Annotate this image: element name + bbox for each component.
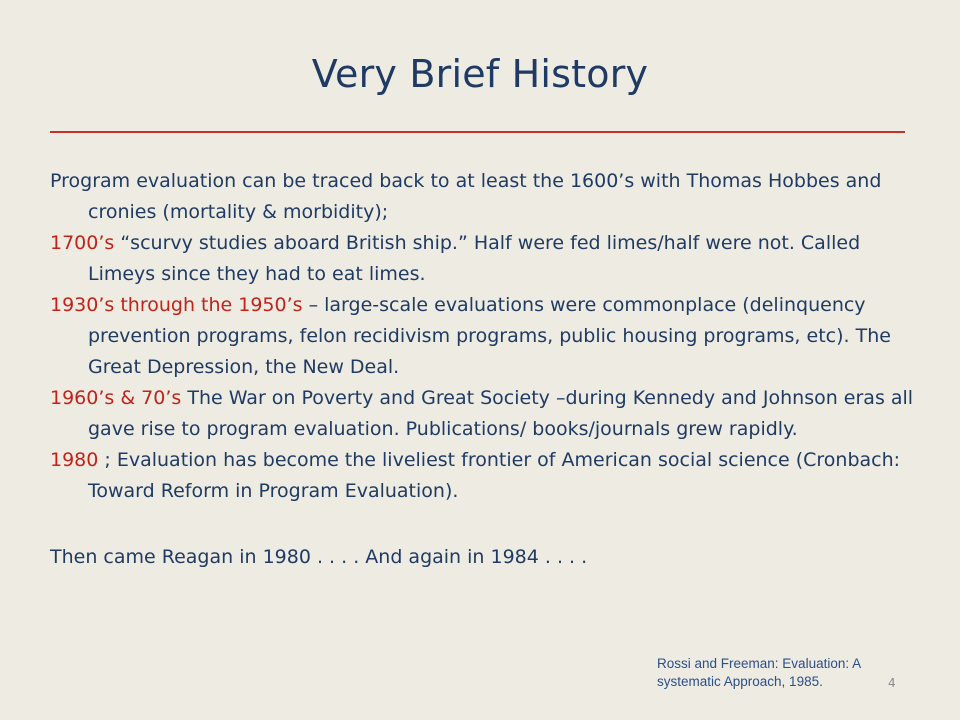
paragraph-1960s <box>50 383 930 445</box>
paragraph-text: ; Evaluation has become the liveliest frontier of American social science (Cronbach: Toward Reform in Program Evaluation). <box>88 449 901 502</box>
slide-body <box>50 166 930 573</box>
paragraph-text: “scurvy studies aboard British ship.” Half were fed limes/half were not. Called Limeys since they had to eat limes. <box>88 232 861 285</box>
paragraph-lead: 1930’s through the 1950’s <box>50 294 303 316</box>
paragraph-1600s <box>50 166 930 228</box>
citation: Rossi and Freeman: Evaluation: A systematic Approach, 1985. <box>657 656 861 689</box>
paragraph-1980 <box>50 445 930 507</box>
spacer <box>50 507 930 542</box>
paragraph-1930s <box>50 290 930 383</box>
closing-line: Then came Reagan in 1980 . . . . And again in 1984 . . . . <box>50 546 588 568</box>
paragraph-text: – large-scale evaluations were commonplace (delinquency prevention programs, felon recidivism programs, public housing programs, etc). The Great Depression, the New Deal. <box>88 294 891 378</box>
paragraph-text: The War on Poverty and Great Society –during Kennedy and Johnson eras all gave rise to program evaluation. Publications/ books/journals grew rapidly. <box>88 387 914 440</box>
page-number: 4 <box>888 676 896 690</box>
title-divider <box>50 131 905 133</box>
paragraph-text: Program evaluation can be traced back to at least the 1600’s with Thomas Hobbes and cronies (mortality & morbidity); <box>50 170 882 223</box>
slide-title: Very Brief History <box>311 52 649 96</box>
paragraph-lead: 1980 <box>50 449 99 471</box>
paragraph-lead: 1960’s & 70’s <box>50 387 182 409</box>
paragraph-1700s <box>50 228 930 290</box>
paragraph-lead: 1700’s <box>50 232 115 254</box>
